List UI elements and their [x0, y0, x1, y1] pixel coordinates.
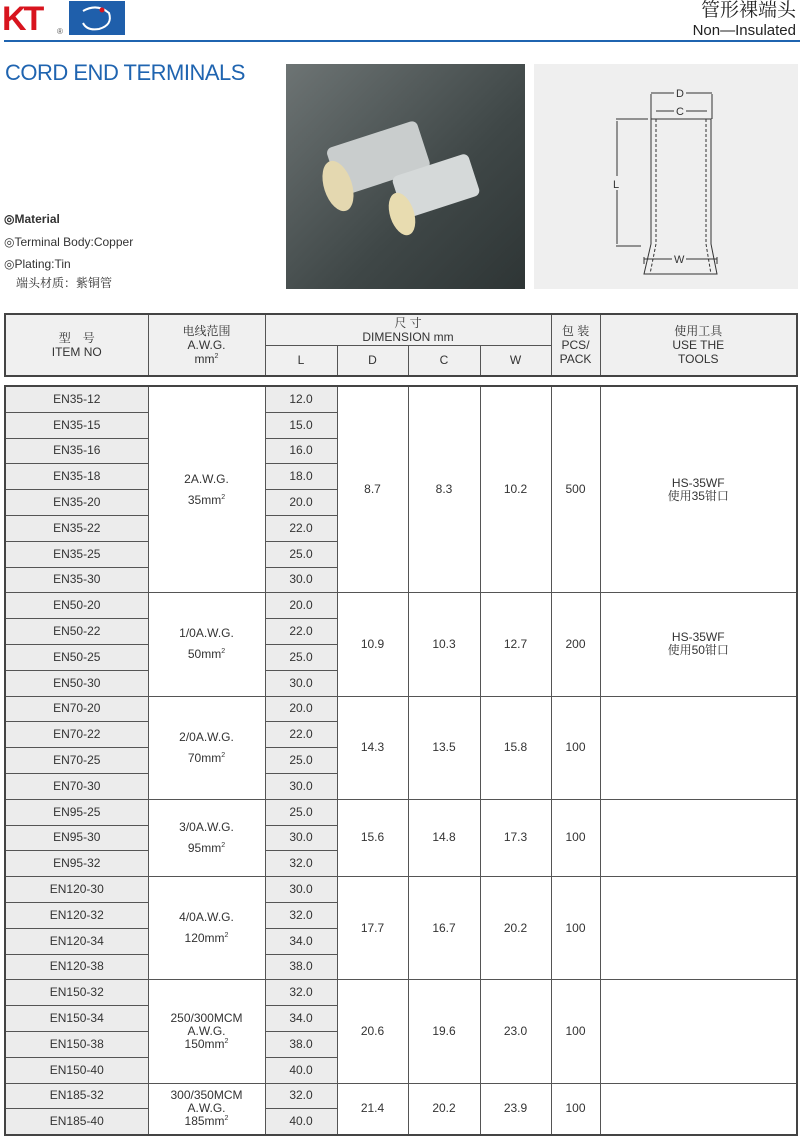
item-no: EN50-25: [5, 644, 148, 670]
c-value: 19.6: [408, 980, 480, 1083]
tools: [600, 980, 797, 1083]
length-l: 32.0: [265, 902, 337, 928]
col-pack: 包 装 PCS/ PACK: [551, 314, 600, 376]
registered-mark: ®: [57, 27, 63, 36]
pack-value: 100: [551, 799, 600, 876]
item-no: EN150-40: [5, 1057, 148, 1083]
length-l: 25.0: [265, 644, 337, 670]
w-value: 10.2: [480, 386, 551, 593]
pack-value: 100: [551, 980, 600, 1083]
length-l: 34.0: [265, 1006, 337, 1032]
item-no: EN35-20: [5, 490, 148, 516]
length-l: 25.0: [265, 799, 337, 825]
length-l: 12.0: [265, 386, 337, 412]
length-l: 18.0: [265, 464, 337, 490]
item-no: EN35-22: [5, 515, 148, 541]
category-en: Non—Insulated: [692, 22, 796, 39]
item-no: EN150-34: [5, 1006, 148, 1032]
item-no: EN50-30: [5, 670, 148, 696]
col-dimension: 尺 寸 DIMENSION mm: [265, 314, 551, 345]
item-no: EN150-38: [5, 1031, 148, 1057]
diagram-label-d: D: [676, 88, 684, 100]
spec-table-header: [4, 313, 798, 377]
table-row: [5, 696, 797, 722]
col-l: L: [265, 345, 337, 376]
item-no: EN70-25: [5, 748, 148, 774]
item-no: EN120-34: [5, 928, 148, 954]
item-no: EN95-32: [5, 851, 148, 877]
d-value: 8.7: [337, 386, 408, 593]
product-photo: [286, 64, 525, 289]
awg-range: 1/0A.W.G. $50mm^2$: [148, 593, 265, 696]
item-no: EN50-20: [5, 593, 148, 619]
d-value: 20.6: [337, 980, 408, 1083]
header-divider: [4, 40, 800, 42]
item-no: EN35-16: [5, 438, 148, 464]
w-value: 20.2: [480, 877, 551, 980]
material-cn: 端头材质：紫铜管: [16, 276, 113, 290]
tools: [600, 1083, 797, 1135]
item-no: EN120-30: [5, 877, 148, 903]
category-cn: 管形裸端头: [700, 0, 796, 21]
length-l: 25.0: [265, 748, 337, 774]
col-awg: 电线范围 A.W.G. $mm^2$: [148, 314, 265, 376]
pack-value: 100: [551, 1083, 600, 1135]
length-l: 16.0: [265, 438, 337, 464]
length-l: 40.0: [265, 1109, 337, 1135]
brand-logo-icon: [69, 1, 125, 35]
col-d: D: [337, 345, 408, 376]
length-l: 32.0: [265, 980, 337, 1006]
material-heading: ◎Material: [4, 212, 60, 226]
length-l: 40.0: [265, 1057, 337, 1083]
tools: [600, 877, 797, 980]
c-value: 13.5: [408, 696, 480, 799]
tools: [600, 696, 797, 799]
length-l: 34.0: [265, 928, 337, 954]
length-l: 38.0: [265, 1031, 337, 1057]
length-l: 30.0: [265, 825, 337, 851]
item-no: EN185-32: [5, 1083, 148, 1109]
tools: HS-35WF 使用35钳口: [600, 386, 797, 593]
c-value: 16.7: [408, 877, 480, 980]
length-l: 30.0: [265, 773, 337, 799]
dimension-diagram: [534, 64, 798, 289]
table-row: [5, 386, 797, 412]
item-no: EN35-25: [5, 541, 148, 567]
material-body: ◎Terminal Body:Copper: [4, 235, 134, 249]
awg-range: 2/0A.W.G. $70mm^2$: [148, 696, 265, 799]
col-w: W: [480, 345, 551, 376]
w-value: 12.7: [480, 593, 551, 696]
pack-value: 100: [551, 877, 600, 980]
d-value: 15.6: [337, 799, 408, 876]
length-l: 22.0: [265, 722, 337, 748]
pack-value: 100: [551, 696, 600, 799]
w-value: 23.9: [480, 1083, 551, 1135]
item-no: EN120-38: [5, 954, 148, 980]
length-l: 22.0: [265, 515, 337, 541]
awg-range: 250/300MCM A.W.G. $150mm^2$: [148, 980, 265, 1083]
length-l: 30.0: [265, 877, 337, 903]
item-no: EN35-30: [5, 567, 148, 593]
c-value: 20.2: [408, 1083, 480, 1135]
length-l: 20.0: [265, 696, 337, 722]
item-no: EN70-20: [5, 696, 148, 722]
diagram-label-c: C: [676, 106, 684, 118]
length-l: 22.0: [265, 619, 337, 645]
diagram-label-l: L: [613, 179, 620, 191]
spec-table: [4, 385, 798, 1136]
item-no: EN35-12: [5, 386, 148, 412]
item-no: EN70-22: [5, 722, 148, 748]
item-no: EN120-32: [5, 902, 148, 928]
table-row: [5, 593, 797, 619]
material-plating: ◎Plating:Tin: [4, 257, 71, 271]
c-value: 10.3: [408, 593, 480, 696]
item-no: EN95-30: [5, 825, 148, 851]
col-tools: 使用工具 USE THE TOOLS: [600, 314, 797, 376]
w-value: 17.3: [480, 799, 551, 876]
length-l: 15.0: [265, 412, 337, 438]
length-l: 20.0: [265, 593, 337, 619]
item-no: EN185-40: [5, 1109, 148, 1135]
length-l: 38.0: [265, 954, 337, 980]
col-c: C: [408, 345, 480, 376]
length-l: 32.0: [265, 1083, 337, 1109]
item-no: EN95-25: [5, 799, 148, 825]
item-no: EN150-32: [5, 980, 148, 1006]
table-row: [5, 799, 797, 825]
c-value: 14.8: [408, 799, 480, 876]
length-l: 32.0: [265, 851, 337, 877]
length-l: 30.0: [265, 670, 337, 696]
kt-logo: [2, 2, 41, 36]
awg-range: 300/350MCM A.W.G. $185mm^2$: [148, 1083, 265, 1135]
logo-text: KT: [2, 0, 42, 38]
c-value: 8.3: [408, 386, 480, 593]
tools: HS-35WF 使用50钳口: [600, 593, 797, 696]
length-l: 20.0: [265, 490, 337, 516]
pack-value: 200: [551, 593, 600, 696]
item-no: EN50-22: [5, 619, 148, 645]
length-l: 30.0: [265, 567, 337, 593]
item-no: EN35-15: [5, 412, 148, 438]
w-value: 15.8: [480, 696, 551, 799]
item-no: EN35-18: [5, 464, 148, 490]
page-title: CORD END TERMINALS: [5, 60, 245, 85]
awg-range: 2A.W.G. $35mm^2$: [148, 386, 265, 593]
awg-range: 3/0A.W.G. $95mm^2$: [148, 799, 265, 876]
d-value: 21.4: [337, 1083, 408, 1135]
d-value: 10.9: [337, 593, 408, 696]
pack-value: 500: [551, 386, 600, 593]
d-value: 17.7: [337, 877, 408, 980]
w-value: 23.0: [480, 980, 551, 1083]
table-row: [5, 1083, 797, 1109]
diagram-label-w: W: [674, 254, 685, 266]
table-row: [5, 877, 797, 903]
table-row: [5, 980, 797, 1006]
awg-range: 4/0A.W.G. $120mm^2$: [148, 877, 265, 980]
d-value: 14.3: [337, 696, 408, 799]
tools: [600, 799, 797, 876]
item-no: EN70-30: [5, 773, 148, 799]
length-l: 25.0: [265, 541, 337, 567]
col-item: 型 号 ITEM NO: [5, 314, 148, 376]
